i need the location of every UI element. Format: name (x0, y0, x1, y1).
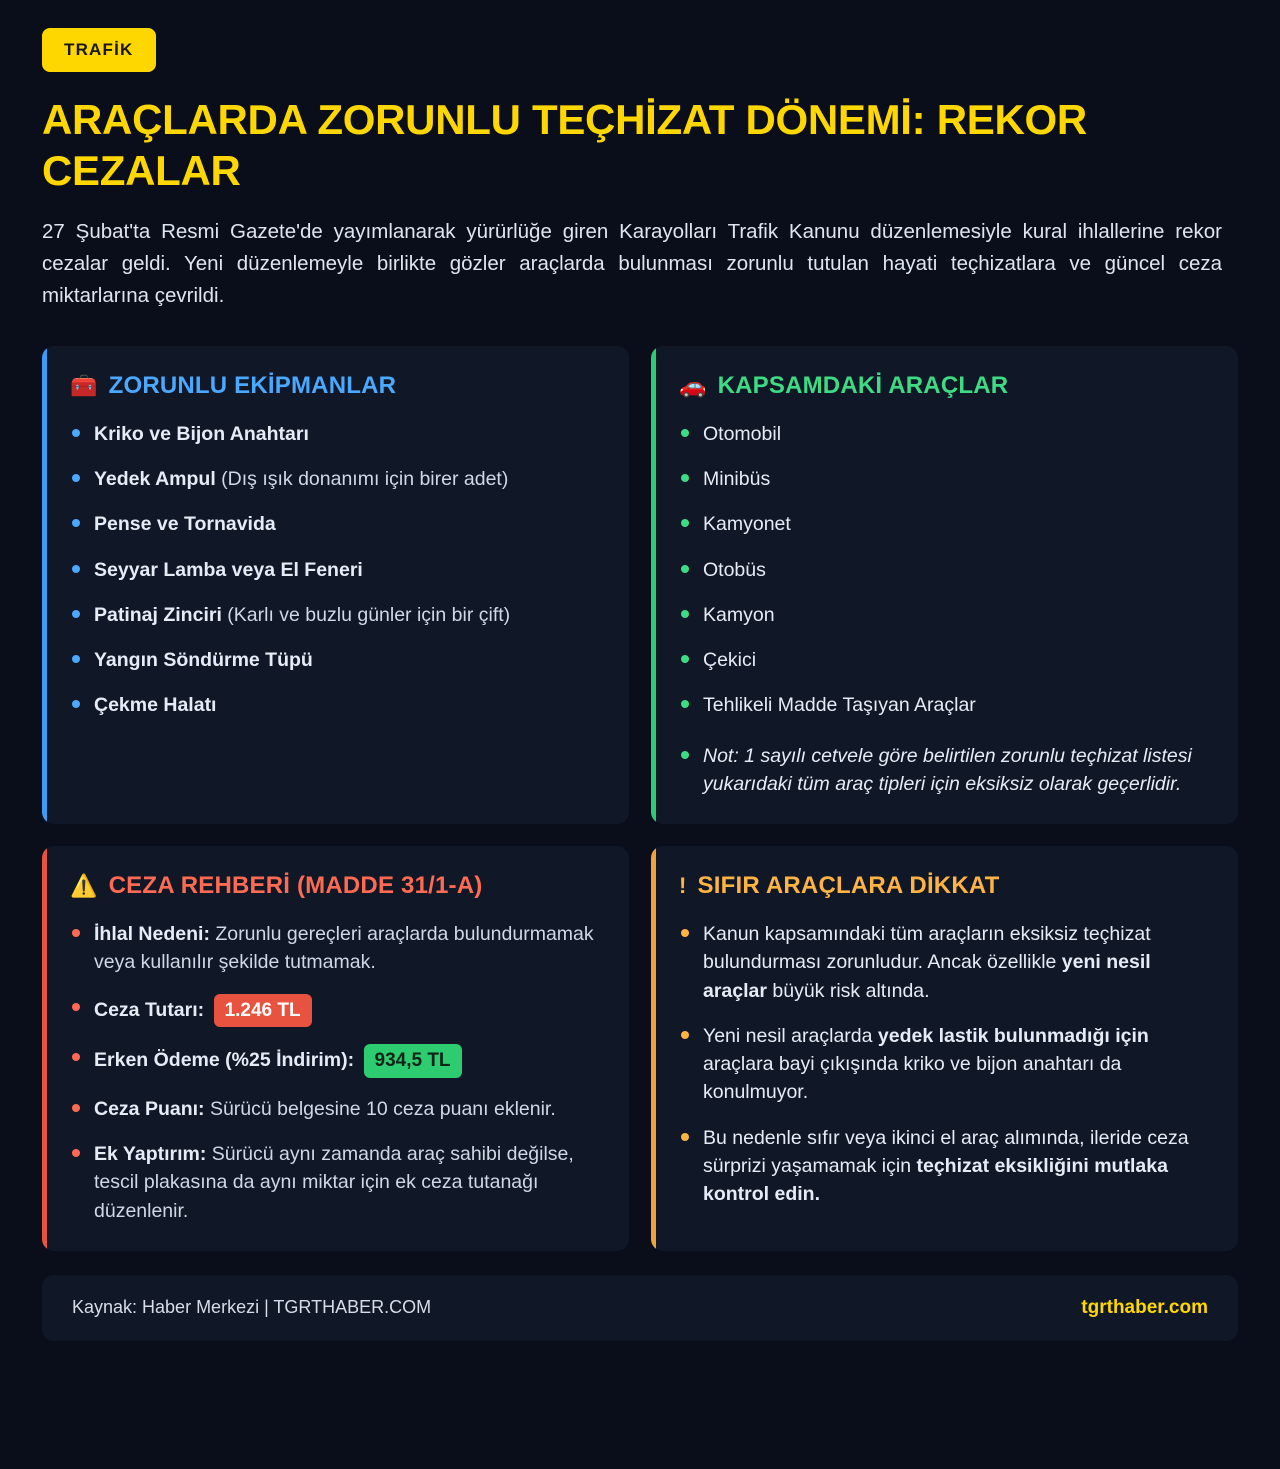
item-text-strong: yedek lastik bulunmadığı için (877, 1024, 1149, 1047)
card-kapsamdaki-araclar (651, 346, 1238, 824)
card-header (679, 372, 1210, 400)
item-detail: Zorunlu gereçleri araçlarda bulundurmamak veya kullanılır şekilde tutmamak. (94, 923, 594, 974)
list-item (68, 601, 601, 629)
item-label: Ceza Tutarı: (94, 998, 205, 1021)
footer-brand[interactable]: tgrthaber.com (1081, 1296, 1208, 1318)
item-label: Seyyar Lamba veya El Feneri (94, 558, 363, 581)
card-header (70, 872, 601, 900)
item-text-strong: yeni nesil araçlar (703, 951, 1151, 1002)
list-item (68, 691, 601, 719)
category-badge: TRAFİK (42, 28, 156, 72)
list-item: Kamyonet (677, 510, 1210, 538)
card-zorunlu-ekipmanlar (42, 346, 629, 824)
exclamation-icon: ! (679, 873, 687, 899)
list-item (68, 920, 601, 977)
item-label: Yedek Ampul (94, 468, 216, 491)
item-label: Ek Yaptırım: (94, 1143, 207, 1166)
item-label: Pense ve Tornavida (94, 513, 276, 536)
warning-icon: ⚠️ (70, 873, 98, 899)
list-item (677, 1022, 1210, 1107)
list-item (68, 510, 601, 538)
list-item: Otobüs (677, 556, 1210, 584)
item-label: Erken Ödeme (%25 İndirim): (94, 1049, 355, 1072)
card-title: KAPSAMDAKİ ARAÇLAR (717, 371, 1009, 399)
footer-bar (42, 1275, 1238, 1341)
item-text-pre: Kanun kapsamındaki tüm araçların eksiksiz teçhizat bulundurması zorunludur. Ancak özellikle (703, 923, 1151, 974)
item-text-post: araçlara bayi çıkışında kriko ve bijon anahtarı da konulmuyor. (703, 1053, 1122, 1104)
list-item (68, 420, 601, 448)
list-item: Tehlikeli Madde Taşıyan Araçlar (677, 691, 1210, 719)
list-item (68, 465, 601, 493)
list-item: Çekici (677, 646, 1210, 674)
list-item (68, 1095, 601, 1123)
item-detail: (Karlı ve buzlu günler için bir çift) (221, 603, 511, 626)
cards-grid (42, 346, 1238, 1251)
card-header (679, 872, 1210, 900)
item-label: Ceza Puanı: (94, 1097, 205, 1120)
toolbox-icon: 🧰 (70, 372, 98, 398)
item-detail: Sürücü aynı zamanda araç sahibi değilse, tescil plakasına da aynı miktar için ek ceza tutanağı düzenlenir. (94, 1143, 574, 1222)
vehicles-list (677, 420, 1210, 798)
card-title: SIFIR ARAÇLARA DİKKAT (697, 872, 1000, 900)
item-detail: (Dış ışık donanımı için birer adet) (215, 468, 509, 491)
list-item: Otomobil (677, 420, 1210, 448)
list-item: Kamyon (677, 601, 1210, 629)
item-detail: Sürücü belgesine 10 ceza puanı eklenir. (204, 1097, 556, 1120)
lede-paragraph: 27 Şubat'ta Resmi Gazete'de yayımlanarak yürürlüğe giren Karayolları Trafik Kanunu düzenlemesiyle kural ihlallerine rekor cezalar geldi. Yeni düzenlemeyle birlikte gözler araçlarda bulunması zorunlu tutulan hayati teçhizatlara ve güncel ceza miktarlarına çevrildi. (42, 220, 1222, 307)
list-item (677, 1124, 1210, 1209)
list-item (68, 556, 601, 584)
infographic-root (42, 28, 1238, 1341)
item-label: Patinaj Zinciri (94, 603, 222, 626)
item-text-pre: Yeni nesil araçlarda (703, 1024, 878, 1047)
card-header (70, 372, 601, 400)
early-payment-badge: 934,5 TL (364, 1044, 462, 1078)
item-label: Çekme Halatı (94, 694, 217, 717)
penalty-list (68, 920, 601, 1225)
item-label: Kriko ve Bijon Anahtarı (94, 422, 309, 445)
list-item (677, 920, 1210, 1005)
equipment-list (68, 420, 601, 720)
newcars-list (677, 920, 1210, 1208)
item-text-strong: teçhizat eksikliğini mutlaka kontrol edin. (703, 1155, 1168, 1206)
footer-source: Kaynak: Haber Merkezi | TGRTHABER.COM (72, 1297, 432, 1318)
fine-amount-badge: 1.246 TL (214, 994, 312, 1028)
list-item-early-payment (68, 1044, 601, 1078)
item-text-post: büyük risk altında. (766, 979, 930, 1002)
card-ceza-rehberi (42, 846, 629, 1251)
item-label: İhlal Nedeni: (94, 923, 210, 946)
card-sifir-araclara-dikkat (651, 846, 1238, 1251)
list-item (68, 646, 601, 674)
list-item-fine-amount (68, 994, 601, 1028)
item-text-pre: Bu nedenle sıfır veya ikinci el araç alımında, ileride ceza sürprizi yaşamamak için (703, 1126, 1189, 1178)
card-title: CEZA REHBERİ (MADDE 31/1-A) (108, 872, 483, 900)
item-label: Yangın Söndürme Tüpü (94, 649, 313, 672)
page-title: ARAÇLARDA ZORUNLU TEÇHİZAT DÖNEMİ: REKOR CEZALAR (42, 96, 1087, 195)
list-item (68, 1140, 601, 1225)
list-item: Minibüs (677, 465, 1210, 493)
vehicles-note: Not: 1 sayılı cetvele göre belirtilen zorunlu teçhizat listesi yukarıdaki tüm araç tipleri için eksiksiz olarak geçerlidir. (677, 742, 1210, 799)
car-icon: 🚗 (679, 372, 707, 398)
card-title: ZORUNLU EKİPMANLAR (108, 371, 397, 399)
